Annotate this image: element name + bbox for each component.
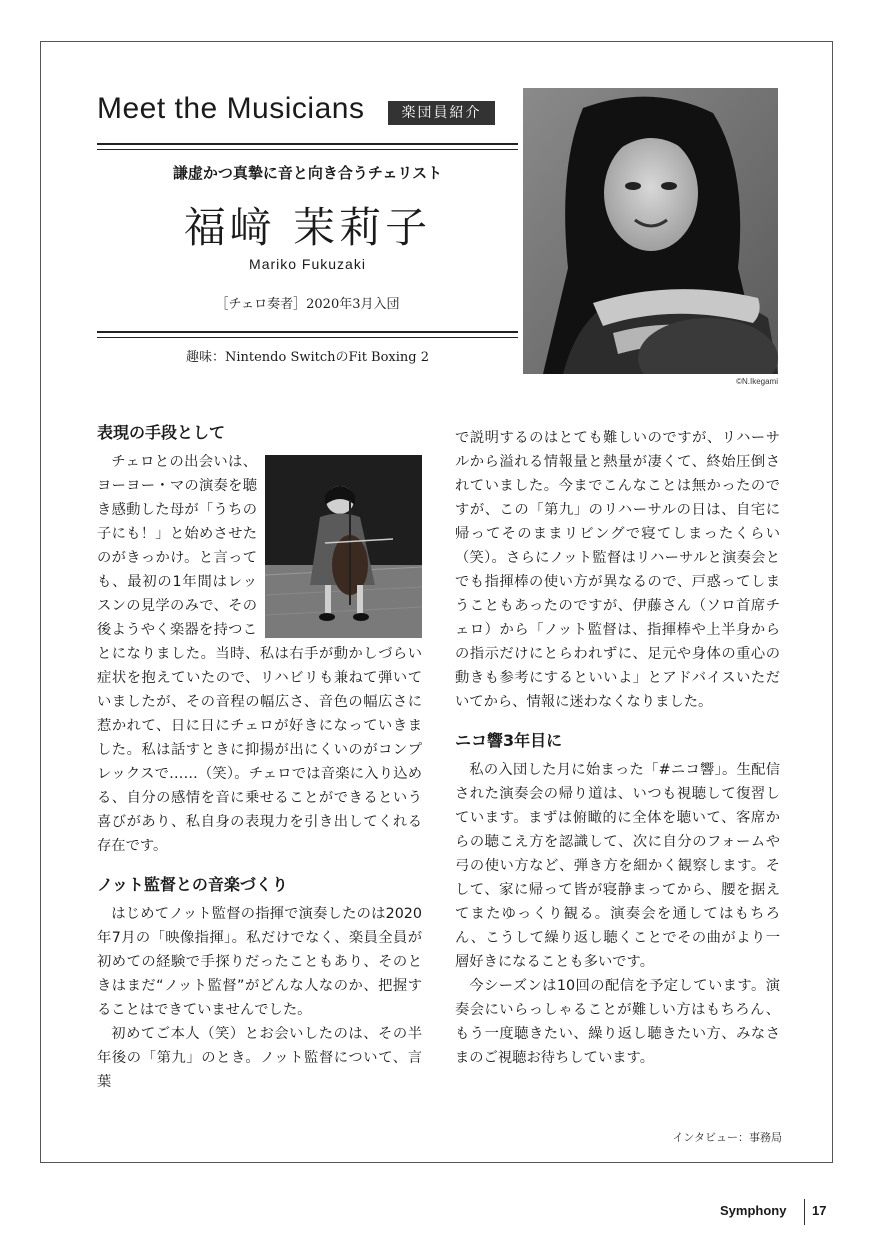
article-column-right — [455, 426, 780, 1070]
childhood-illustration — [265, 455, 422, 638]
childhood-photo — [265, 455, 422, 638]
title-rule — [97, 143, 518, 150]
portrait-photo — [523, 88, 778, 374]
musician-name-en: Mariko Fukuzaki — [249, 256, 366, 272]
title-en: Meet the Musicians — [97, 92, 365, 125]
paragraph: 私の入団した月に始まった「#ニコ響」。生配信された演奏会の帰り道は、いつも視聴して復習しています。まずは俯瞰的に全体を聴いて、客席からの聴こえ方を認識して、次に自分のフォームや弓の使い方など、弾き方を細かく観察します。そして、家に帰って皆が寝静まってから、腰を据えてまたゆっくり観る。演奏会を通してはもちろん、こうして繰り返し聴くことでその曲がより一層好きになることも多いです。 — [455, 762, 780, 970]
interview-credit: インタビュー：事務局 — [672, 1131, 782, 1144]
page-number: 17 — [812, 1203, 827, 1218]
paragraph: で説明するのはとても難しいのですが、リハーサルから溢れる情報量と熱量が凄くて、終始圧倒されていました。今までこんなことは無かったのですが、この「第九」のリハーサルの日は、自宅に帰ってそのままリビングで寝てしまったくらい（笑）。さらにノット監督はリハーサルと演奏会とでも指揮棒の使い方が異なるので、戸惑ってしまうこともあったのですが、伊藤さん（ソロ首席チェロ）から「ノット監督は、指揮棒や上半身からの指示だけにとらわれずに、足元や身体の重心の動きも参考にするといいよ」とアドバイスいただいてから、情報に迷わなくなりました。 — [455, 430, 780, 710]
section-heading: ニコ響3年目に — [455, 731, 563, 750]
tagline: 謙虚かつ真摯に音と向き合うチェリスト — [172, 164, 443, 182]
article-column-left — [97, 420, 422, 1094]
section-heading: ノット監督との音楽づくり — [97, 875, 288, 894]
profile-rule — [97, 331, 518, 338]
paragraph: 初めてご本人（笑）とお会いしたのは、その半年後の「第九」のとき。ノット監督について、言葉 — [97, 1026, 422, 1090]
photo-credit: ©N.Ikegami — [736, 377, 778, 386]
paragraph: チェロとの出会いは、ヨーヨー・マの演奏を聴き感動した母が「うちの子にも！」と始めさせたのがきっかけ。と言っても、最初の1年間はレッスンの見学のみで、その後ようやく楽器を持つことになりました。当時、私は右手が動かしづらい症状を抱えていたので、リハビリも兼ねて弾いていましたが、その音程の幅広さ、音色の幅広さに惹かれて、日に日にチェロが好きになっていきました。私は話すときに抑揚が出にくいのがコンプレックスで……（笑）。チェロでは音楽に入り込める、自分の感情を音に乗せることができるという喜びがあり、私自身の表現力を引き出してくれる存在です。 — [97, 454, 422, 854]
section-heading: 表現の手段として — [97, 423, 226, 442]
paragraph: はじめてノット監督の指揮で演奏したのは2020年7月の「映像指揮」。私だけでなく、楽員全員が初めての経験で手探りだったこともあり、そのときはまだ“ノット監督”がどんな人なのか、把握することはできていませんでした。 — [97, 906, 422, 1018]
musician-hobby: 趣味：Nintendo SwitchのFit Boxing 2 — [185, 350, 430, 365]
portrait-illustration — [523, 88, 778, 374]
footer-divider — [804, 1199, 805, 1225]
title-badge: 楽団員紹介 — [388, 101, 495, 125]
musician-name-jp: 福﨑 茉莉子 — [183, 203, 432, 252]
paragraph: 今シーズンは10回の配信を予定しています。演奏会にいらっしゃることが難しい方はもちろん、もう一度聴きたい、繰り返し聴きたい方、みなさまのご視聴お待ちしています。 — [455, 978, 780, 1066]
footer-magazine: Symphony — [720, 1203, 787, 1218]
musician-role: ［チェロ奏者］2020年3月入団 — [215, 297, 400, 312]
